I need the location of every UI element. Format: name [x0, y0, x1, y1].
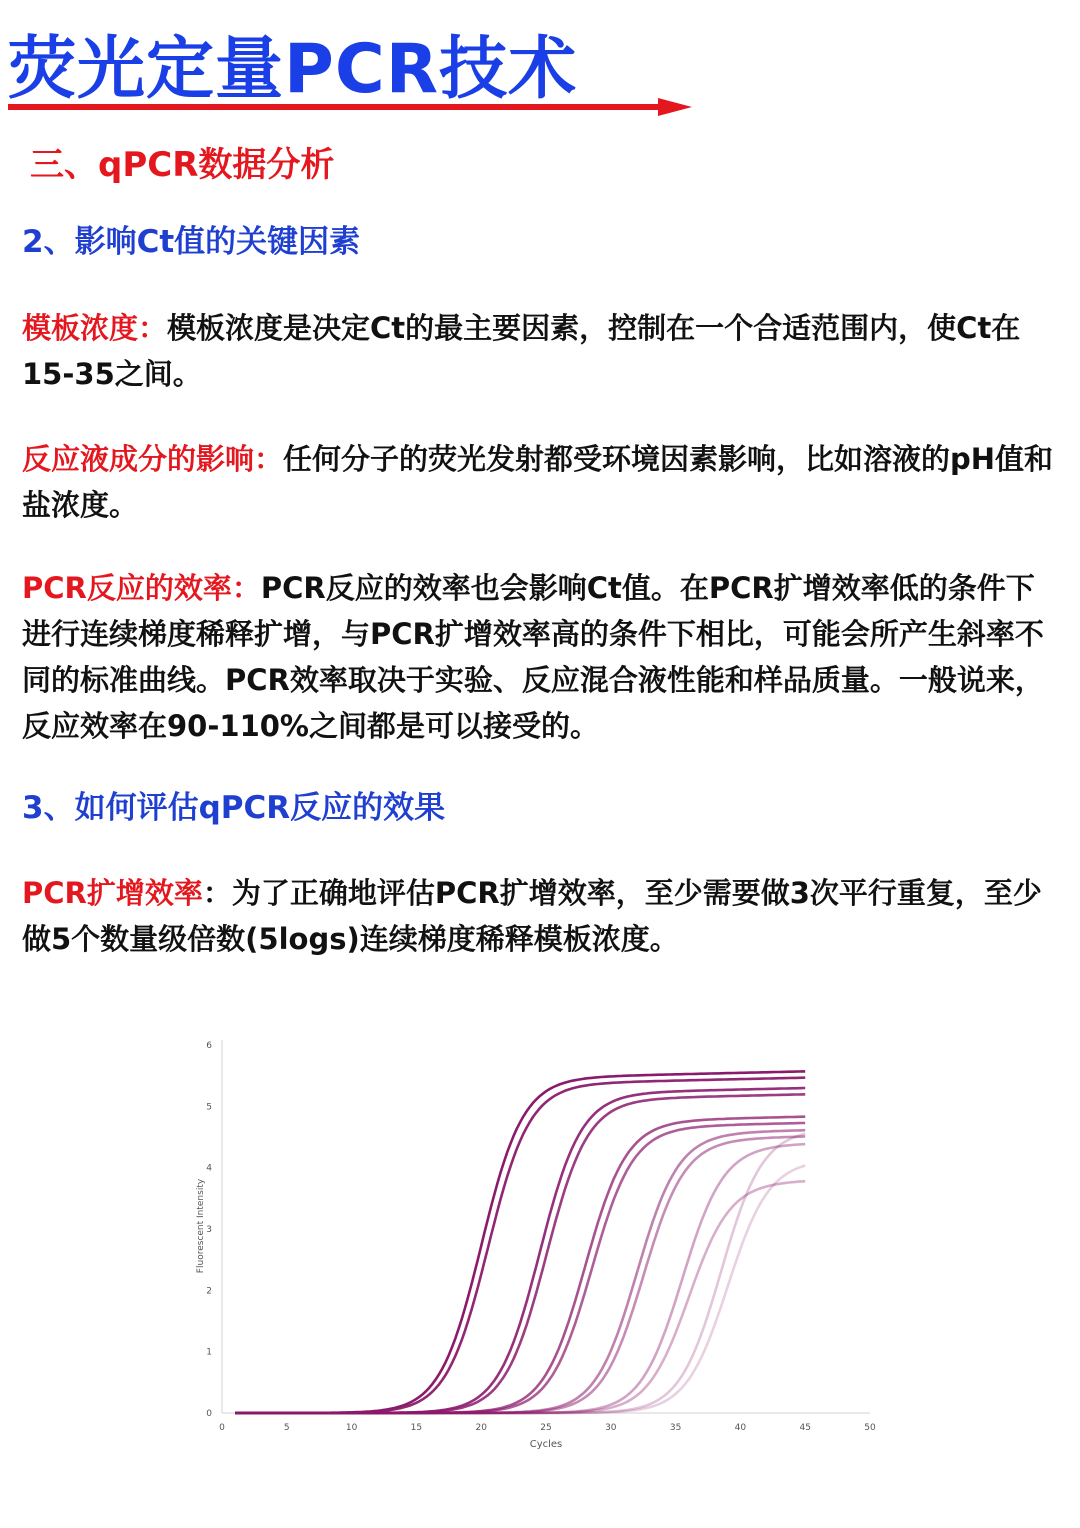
paragraph-text: 模板浓度是决定Ct的最主要因素，控制在一个合适范围内，使Ct在15-35之间。	[22, 311, 1021, 391]
x-tick-label: 25	[540, 1423, 552, 1433]
section-title: 三、qPCR数据分析	[30, 145, 335, 185]
amplification-curve-7	[235, 1130, 805, 1413]
paragraph-label: PCR反应的效率：	[22, 571, 261, 605]
paragraph-pcr-efficiency	[22, 565, 1062, 749]
paragraph-text: ：为了正确地评估PCR扩增效率，至少需要做3次平行重复，至少做5个数量级倍数(5logs)连续梯度稀释模板浓度。	[22, 876, 1042, 956]
x-tick-label: 15	[410, 1423, 423, 1433]
arrow-shape	[8, 98, 692, 116]
y-tick-labels	[206, 1041, 212, 1419]
amplification-curve-10	[235, 1181, 805, 1413]
x-tick-label: 5	[283, 1423, 290, 1433]
paragraph-reaction-components	[22, 436, 1062, 528]
y-tick-label: 6	[206, 1041, 212, 1051]
y-tick-label: 2	[206, 1286, 212, 1297]
x-axis-label: Cycles	[529, 1439, 563, 1450]
paragraph-template-concentration	[22, 305, 1062, 397]
y-axis-label: Fluorescent Intensity	[196, 1178, 206, 1274]
x-tick-label: 50	[864, 1423, 876, 1433]
page-title: 荧光定量PCR技术	[8, 30, 578, 109]
paragraph-text: PCR反应的效率也会影响Ct值。在PCR扩增效率低的条件下进行连续梯度稀释扩增，与PCR扩增效率高的条件下相比，可能会所产生斜率不同的标准曲线。PCR效率取决于实验、反应混合液性能和样品质量。一般说来，反应效率在90-110%之间都是可以接受的。	[22, 571, 1044, 743]
y-tick-label: 5	[206, 1102, 212, 1113]
y-tick-label: 3	[206, 1225, 212, 1235]
paragraph-amplification-efficiency	[22, 870, 1062, 962]
x-tick-label: 35	[669, 1423, 682, 1433]
y-tick-label: 1	[206, 1347, 212, 1358]
x-tick-label: 20	[475, 1423, 487, 1433]
x-tick-label: 40	[734, 1423, 747, 1433]
paragraph-label: 模板浓度：	[22, 311, 168, 345]
paragraph-label: PCR扩增效率	[22, 876, 203, 910]
x-tick-label: 10	[345, 1423, 358, 1433]
x-tick-label: 30	[605, 1423, 617, 1433]
x-tick-labels	[219, 1423, 876, 1433]
amplification-curves	[235, 1071, 805, 1413]
paragraph-label: 反应液成分的影响：	[22, 442, 284, 476]
x-tick-label: 0	[219, 1423, 225, 1433]
subsection-title: 3、如何评估qPCR反应的效果	[22, 790, 446, 826]
amplification-curve-6	[235, 1123, 805, 1413]
amplification-curve-11	[235, 1134, 805, 1413]
amplification-curve-12	[235, 1166, 805, 1414]
amplification-curve-1	[235, 1071, 805, 1413]
y-tick-label: 4	[206, 1163, 212, 1174]
subsection-title: 2、影响Ct值的关键因素	[22, 224, 361, 260]
x-tick-label: 45	[799, 1423, 811, 1433]
paragraph-text: 任何分子的荧光发射都受环境因素影响，比如溶液的pH值和盐浓度。	[22, 442, 1054, 522]
amplification-chart	[190, 1030, 890, 1460]
amplification-curve-5	[235, 1117, 805, 1413]
y-tick-label: 0	[206, 1409, 212, 1419]
amplification-curve-2	[235, 1078, 805, 1413]
title-underline-arrow	[8, 98, 698, 118]
